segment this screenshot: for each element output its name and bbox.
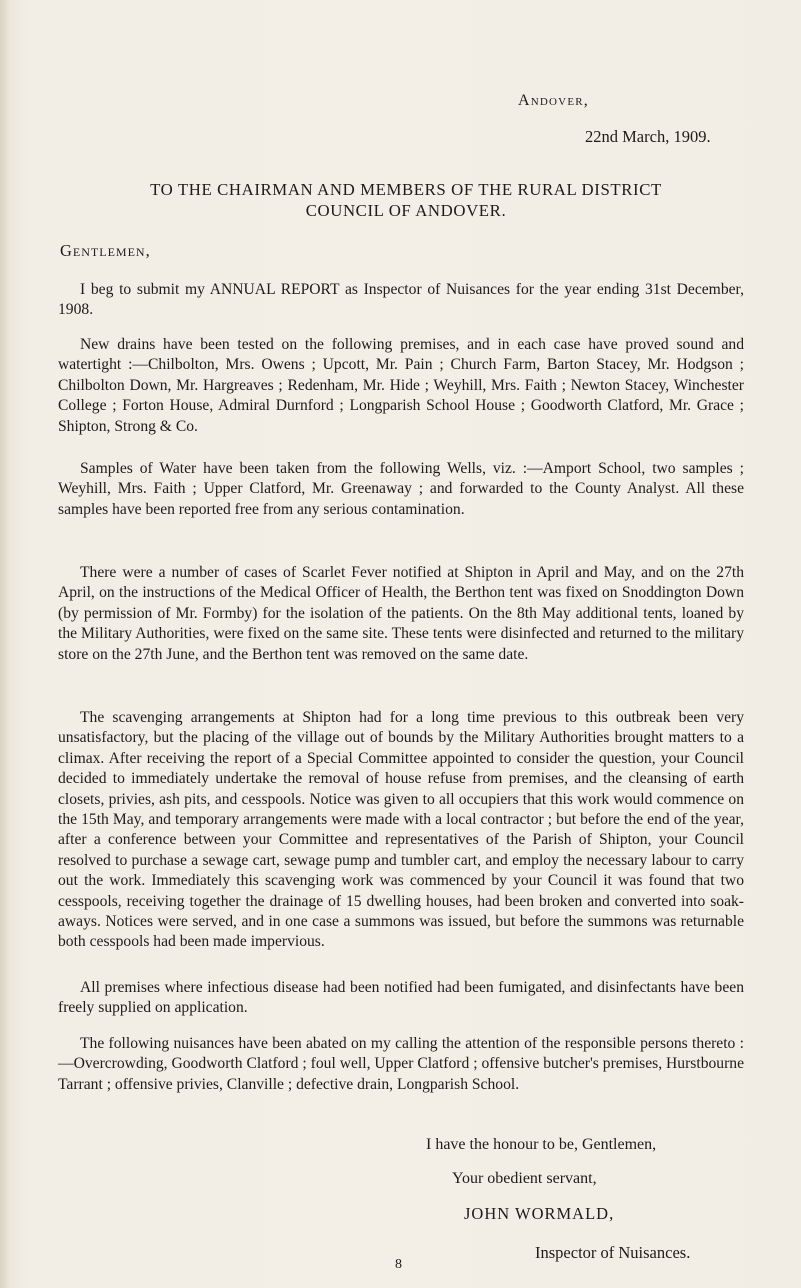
paragraph-scarlet-fever: There were a number of cases of Scarlet Fever notified at Shipton in April and May, and on the 27th April, on the instructions of the Medical Officer of Health, the Berthon tent was fixed on Snoddington Down (by permission of Mr. Formby) for the isolation of the patients. On the 8th May additional tents, loaned by the Military Authorities, were fixed on the same site. These tents were disinfected and returned to the military store on the 27th June, and the Berthon tent was removed on the same date. (58, 564, 744, 663)
page-number: 8 (395, 1257, 402, 1272)
salutation: Gentlemen, (60, 241, 151, 260)
letter-place: Andover, (518, 92, 589, 109)
paragraph-drains: New drains have been tested on the following premises, and in each case have proved sound and watertight :—Chilbolton, Mrs. Owens ; Upcott, Mr. Pain ; Church Farm, Barton Stacey, Mr. Hodgson ; Chilbolton Down, Mr. Hargreaves ; Redenham, Mr. Hide ; Weyhill, Mrs. Faith ; Newton Stacey, Winchester College ; Forton House, Admiral Durnford ; Longparish School House ; Goodworth Clatford, Mr. Grace ; Shipton, Strong & Co. (58, 336, 744, 435)
paragraph-report-intro: I beg to submit my ANNUAL REPORT as Inspector of Nuisances for the year ending 31st December, 1908. (58, 281, 744, 319)
page-edge-shadow (0, 0, 10, 1288)
paragraph-water-samples: Samples of Water have been taken from the following Wells, viz. :—Amport School, two samples ; Weyhill, Mrs. Faith ; Upper Clatford, Mr. Greenaway ; and forwarded to the County Analyst. All these samples have been reported free from any serious contamination. (58, 460, 744, 518)
address-heading-line-1: TO THE CHAIRMAN AND MEMBERS OF THE RURAL DISTRICT (150, 180, 662, 199)
paragraph-nuisances-abated: The following nuisances have been abated on my calling the attention of the responsible persons thereto :—Overcrowding, Goodworth Clatford ; foul well, Upper Clatford ; offensive butcher's premises, Hurstbourne Tarrant ; offensive privies, Clanville ; defective drain, Longparish School. (58, 1035, 744, 1093)
address-heading-line-2: COUNCIL OF ANDOVER. (305, 201, 507, 220)
signature-title: Inspector of Nuisances. (535, 1243, 691, 1262)
closing-line-1: I have the honour to be, Gentlemen, (426, 1136, 657, 1153)
closing-line-2: Your obedient servant, (452, 1170, 597, 1187)
paragraph-disinfection: All premises where infectious disease had been notified had been fumigated, and disinfectants have been freely supplied on application. (58, 979, 744, 1017)
signature-name: JOHN WORMALD, (464, 1204, 615, 1223)
paragraph-scavenging: The scavenging arrangements at Shipton had for a long time previous to this outbreak been very unsatisfactory, but the placing of the village out of bounds by the Military Authorities brought matters to a climax. After receiving the report of a Special Committee appointed to consider the question, your Council decided to immediately undertake the removal of house refuse from premises, and the cleansing of earth closets, privies, ash pits, and cesspools. Notice was given to all occupiers that this work would commence on the 15th May, and temporary arrangements were made with a local contractor ; but before the end of the year, after a conference between your Committee and representatives of the Parish of Shipton, your Council resolved to purchase a sewage cart, sewage pump and tumbler cart, and employ the necessary labour to carry out the work. Immediately this scavenging work was commenced by your Council it was found that two cesspools, receiving together the drainage of 15 dwelling houses, had been broken and converted into soak-aways. Notices were served, and in one case a summons was issued, but before the summons was returnable both cesspools had been made impervious. (58, 709, 744, 951)
address-heading (76, 179, 736, 221)
letter-date: 22nd March, 1909. (585, 127, 711, 146)
